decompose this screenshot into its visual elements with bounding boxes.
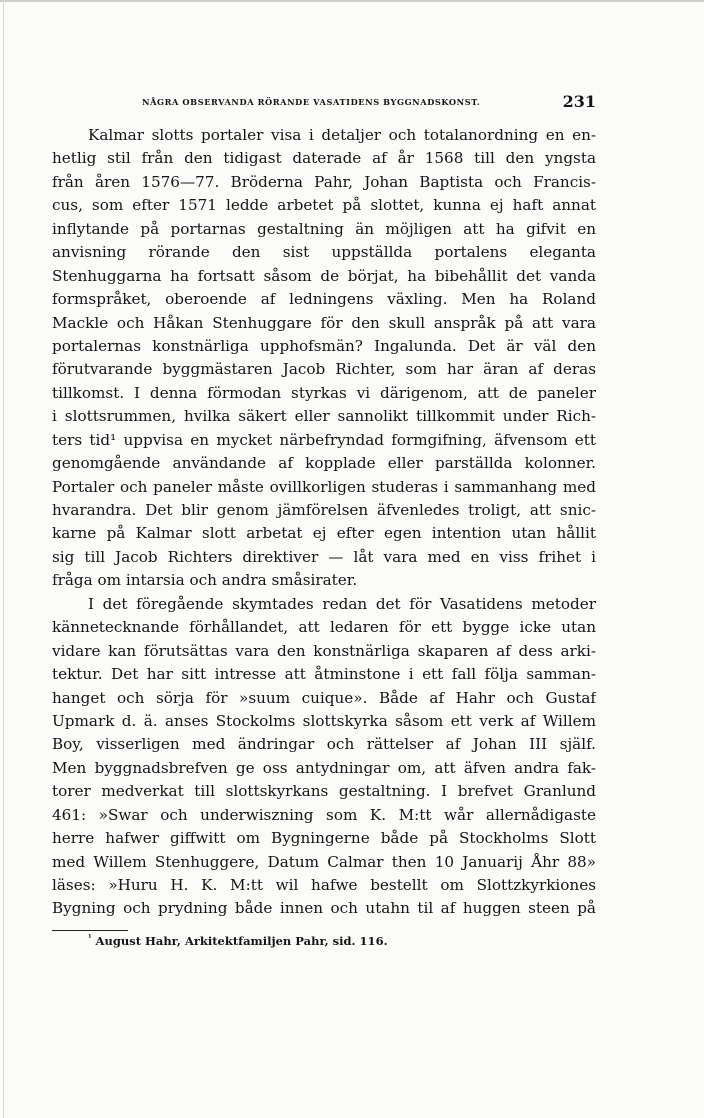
text-line: sig till Jacob Richters direktiver — låt vara med en viss frihet i (52, 547, 596, 566)
page-number: 231 (562, 92, 596, 111)
text-line: förutvarande byggmästaren Jacob Richter, som har äran af deras (52, 360, 596, 379)
text-line: Upmark d. ä. anses Stockolms slottskyrka såsom ett verk af Willem (52, 711, 596, 730)
text-line: Bygning och prydning både innen och utahn til af huggen steen på (52, 899, 596, 918)
text-line: herre hafwer giffwitt om Bygningerne både på Stockholms Slott (52, 829, 596, 848)
text-line: inflytande på portarnas gestaltning än möjligen att ha gifvit en (52, 219, 596, 238)
text-line: Kalmar slotts portaler visa i detaljer och totalanordning en en- (88, 126, 596, 144)
text-line: Boy, visserligen med ändringar och rättelser af Johan III själf. (52, 735, 596, 754)
text-line: hetlig stil från den tidigast daterade af år 1568 till den yngsta (52, 149, 596, 168)
footnote-marker: ¹ (88, 932, 92, 942)
text-line: portalernas konstnärliga upphofsmän? Ingalunda. Det är väl den (52, 336, 596, 355)
text-line: Men byggnadsbrefven ge oss antydningar om, att äfven andra fak- (52, 758, 596, 777)
text-line: med Willem Stenhuggere, Datum Calmar then 10 Januarij Åhr 88» (52, 852, 596, 871)
text-line: kännetecknande förhållandet, att ledaren för ett bygge icke utan (52, 618, 596, 637)
text-line: Stenhuggarna ha fortsatt såsom de börjat, ha bibehållit det vanda (52, 266, 596, 285)
running-title: NÅGRA OBSERVANDA RÖRANDE VASATIDENS BYGGNADSKONST. (142, 97, 481, 107)
footnote-rule (52, 930, 128, 931)
text-line: cus, som efter 1571 ledde arbetet på slottet, kunna ej haft annat (52, 196, 596, 215)
text-line: hvarandra. Det blir genom jämförelsen äfvenledes troligt, att snic- (52, 501, 596, 519)
text-line: I det föregående skymtades redan det för Vasatidens metoder (88, 594, 596, 613)
text-line: genomgående användande af kopplade eller parställda kolonner. (52, 454, 596, 473)
text-line: anvisning rörande den sist uppställda portalens eleganta (52, 243, 596, 262)
footnote (88, 932, 388, 948)
page-header (52, 92, 596, 112)
text-line: karne på Kalmar slott arbetat ej efter egen intention utan hållit (52, 524, 596, 543)
text-line: Portaler och paneler måste ovillkorligen studeras i sammanhang med (52, 477, 596, 496)
text-line: läses: »Huru H. K. M:tt wil hafwe bestellt om Slottzkyrkiones (52, 876, 596, 894)
text-line: i slottsrummen, hvilka säkert eller sannolikt tillkommit under Rich- (52, 407, 596, 426)
text-line: hanget och sörja för »suum cuique». Både af Hahr och Gustaf (52, 688, 596, 707)
text-line: torer medverkat till slottskyrkans gestaltning. I brefvet Granlund (52, 782, 596, 801)
text-line: Mackle och Håkan Stenhuggare för den skull anspråk på att vara (52, 313, 596, 332)
text-line: tillkomst. I denna förmodan styrkas vi därigenom, att de paneler (52, 383, 596, 402)
body-text (52, 124, 596, 921)
text-line: fråga om intarsia och andra småsirater. (52, 571, 358, 590)
text-line: 461: »Swar och underwiszning som K. M:tt wår allernådigaste (52, 805, 596, 824)
text-line: ters tid¹ uppvisa en mycket närbefryndad formgifning, äfvensom ett (52, 430, 596, 449)
text-line: vidare kan förutsättas vara den konstnärliga skaparen af dess arki- (52, 641, 596, 660)
footnote-text: August Hahr, Arkitektfamiljen Pahr, sid. 116. (95, 933, 388, 948)
text-line: tektur. Det har sitt intresse att åtminstone i ett fall följa samman- (52, 665, 596, 684)
page-top-edge (0, 0, 704, 2)
text-line: formspråket, oberoende af ledningens växling. Men ha Roland (52, 290, 596, 309)
text-line: från åren 1576—77. Bröderna Pahr, Johan Baptista och Francis- (52, 172, 596, 191)
page-left-edge (3, 0, 4, 1118)
